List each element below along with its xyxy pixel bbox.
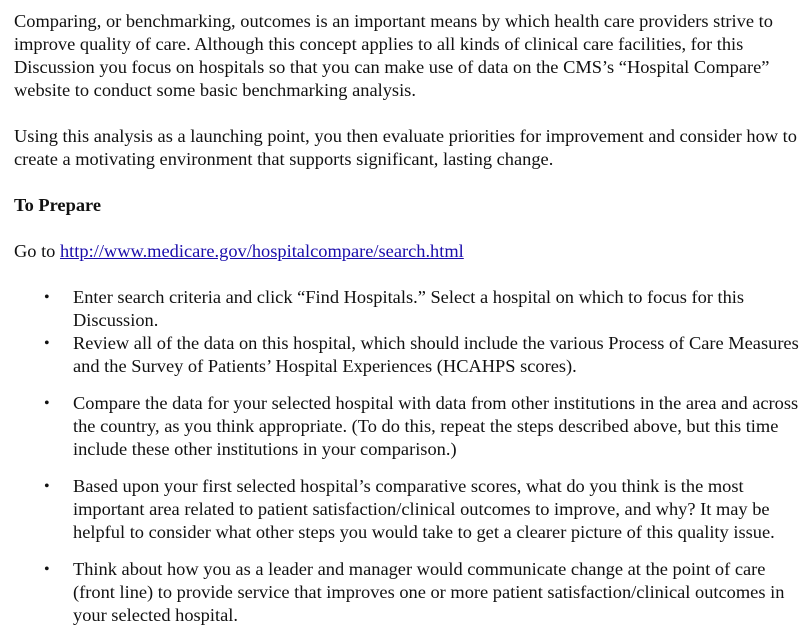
bullet-icon: • <box>44 395 50 412</box>
bullet-icon: • <box>44 561 50 578</box>
list-item-text: Compare the data for your selected hospital with data from other institutions in the area and across the country, as you think appropriate. (To do this, repeat the steps described above, but this time include these other institutions in your comparison.) <box>73 393 799 459</box>
bullet-icon: • <box>44 289 50 306</box>
list-item-text: Think about how you as a leader and manager would communicate change at the point of care (front line) to provide service that improves one or more patient satisfaction/clinical outcomes in your selected hospital. <box>73 559 785 625</box>
list-item <box>14 558 800 627</box>
list-item-text: Review all of the data on this hospital, which should include the various Process of Care Measures and the Survey of Patients’ Hospital Experiences (HCAHPS scores). <box>73 333 799 376</box>
analysis-paragraph: Using this analysis as a launching point, you then evaluate priorities for improvement and consider how to create a motivating environment that supports significant, lasting change. <box>14 126 797 169</box>
list-item-text: Enter search criteria and click “Find Hospitals.” Select a hospital on which to focus for this Discussion. <box>73 287 745 330</box>
intro-paragraph: Comparing, or benchmarking, outcomes is an important means by which health care providers strive to improve quality of care. Although this concept applies to all kinds of clinical care facilities, for this Discussion you focus on hospitals so that you can make use of data on the CMS’s “Hospital Compare” website to conduct some basic benchmarking analysis. <box>14 11 773 100</box>
list-item-text: Based upon your first selected hospital’s comparative scores, what do you think is the most important area related to patient satisfaction/clinical outcomes to improve, and why? It may be helpful to consider what other steps you would take to get a clearer picture of this quality issue. <box>73 476 775 542</box>
bullet-icon: • <box>44 335 50 352</box>
section-heading: To Prepare <box>14 195 102 215</box>
list-item <box>14 392 800 461</box>
prepare-steps-list <box>14 286 800 627</box>
goto-prefix: Go to <box>14 241 60 261</box>
list-item <box>14 475 800 544</box>
list-item <box>14 286 800 332</box>
bullet-icon: • <box>44 478 50 495</box>
goto-line <box>14 240 800 263</box>
hospital-compare-link[interactable]: http://www.medicare.gov/hospitalcompare/search.html <box>59 241 464 261</box>
list-item <box>14 332 800 378</box>
